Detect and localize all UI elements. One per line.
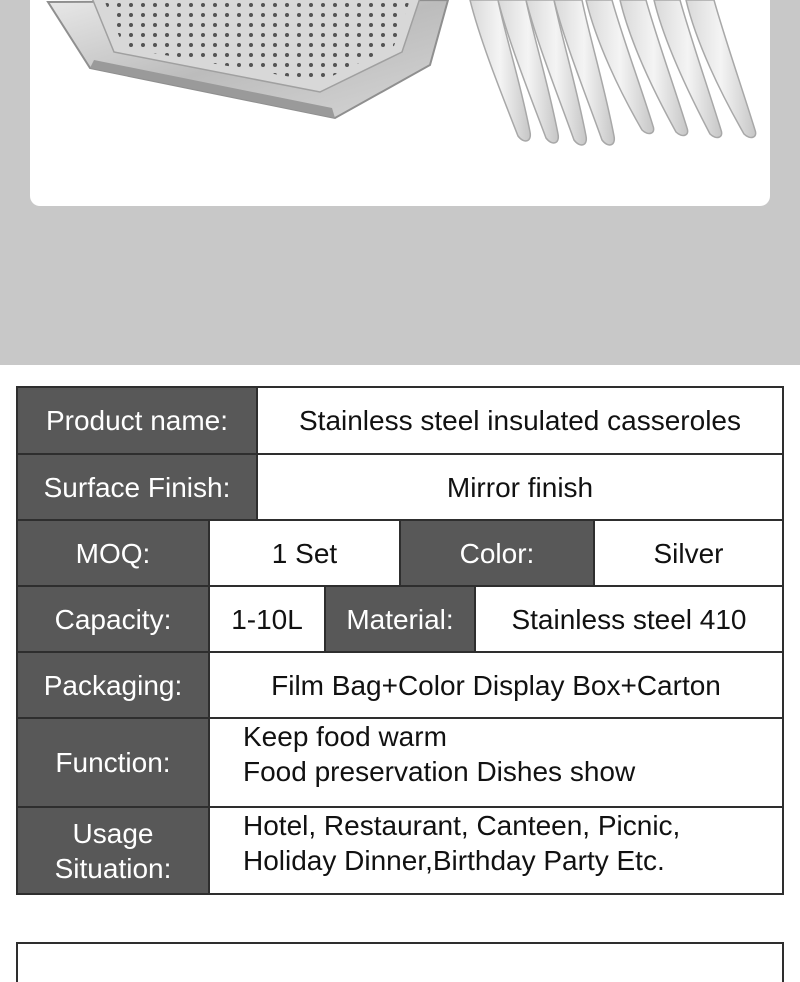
- material-label: Material:: [326, 587, 476, 653]
- color-value: Silver: [595, 521, 782, 587]
- moq-label: MOQ:: [18, 521, 210, 587]
- usage-line-1: Hotel, Restaurant, Canteen, Picnic,: [243, 810, 681, 841]
- usage-situation-value: [210, 808, 782, 893]
- packaging-value: Film Bag+Color Display Box+Carton: [210, 653, 782, 719]
- function-line-2: Food preservation Dishes show: [243, 756, 636, 787]
- perforated-tray-image: [48, 0, 448, 118]
- usage-line-2: Holiday Dinner,Birthday Party Etc.: [243, 845, 665, 876]
- packaging-label: Packaging:: [18, 653, 210, 719]
- surface-finish-label: Surface Finish:: [18, 455, 258, 521]
- product-name-value: Stainless steel insulated casseroles: [258, 388, 782, 455]
- material-value: Stainless steel 410: [476, 587, 782, 653]
- function-label: Function:: [18, 719, 210, 808]
- surface-finish-value: Mirror finish: [258, 455, 782, 521]
- cutlery-image: [470, 0, 756, 145]
- usage-situation-label: [18, 808, 210, 893]
- product-photo-card: [30, 0, 770, 206]
- color-label: Color:: [401, 521, 595, 587]
- capacity-label: Capacity:: [18, 587, 210, 653]
- product-name-label: Product name:: [18, 388, 258, 455]
- product-photo: [30, 0, 770, 206]
- function-line-1: Keep food warm: [243, 721, 447, 752]
- usage-label-line-1: Usage: [72, 817, 154, 849]
- capacity-value: 1-10L: [210, 587, 326, 653]
- usage-label-line-2: Situation:: [54, 852, 172, 884]
- next-section-box: [16, 942, 784, 982]
- spec-table: [16, 386, 784, 895]
- function-value: [210, 719, 782, 808]
- moq-value: 1 Set: [210, 521, 401, 587]
